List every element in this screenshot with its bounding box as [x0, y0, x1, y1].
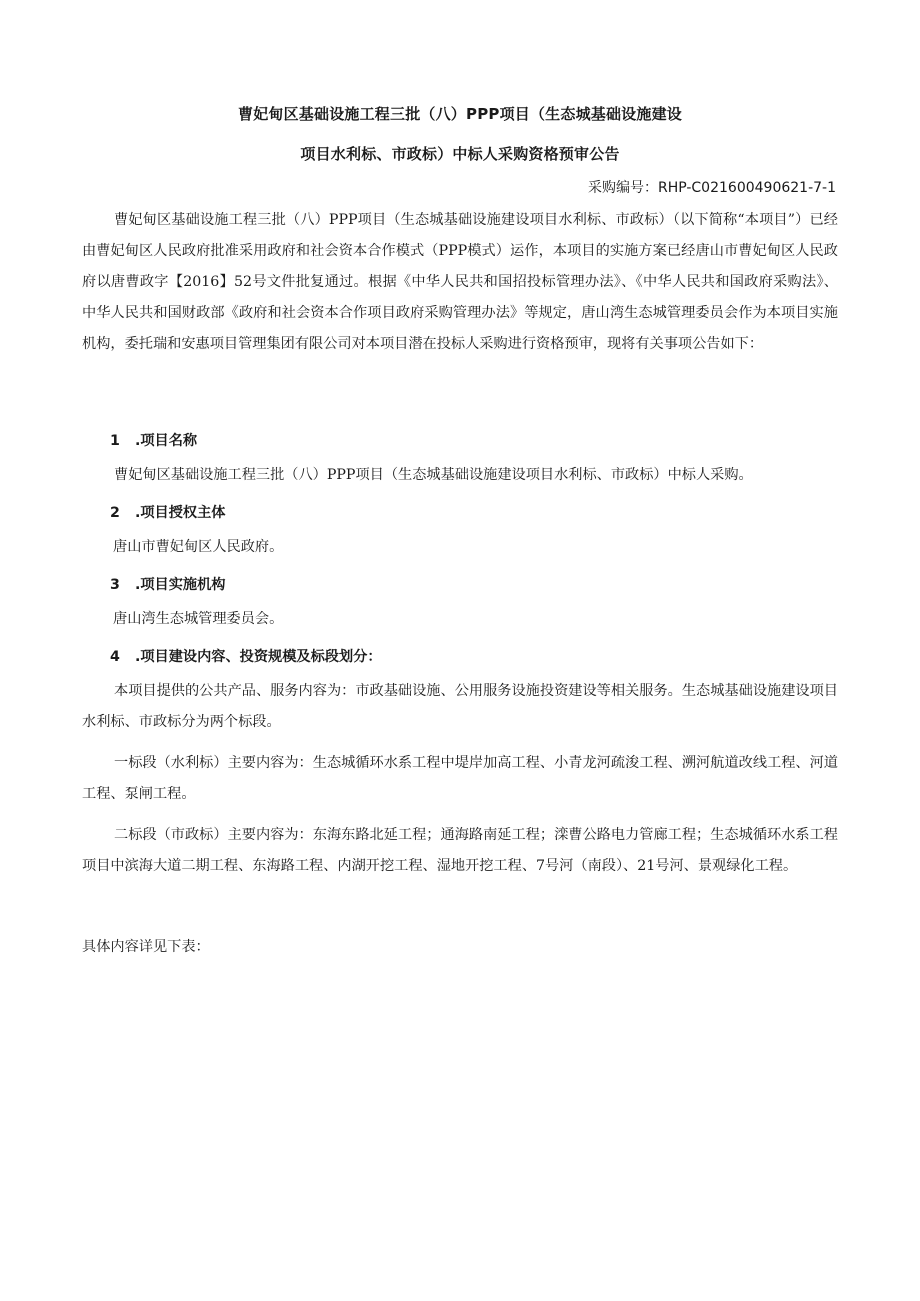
section-2-body: 唐山市曹妃甸区人民政府。 [113, 539, 284, 555]
table-intro: 具体内容详见下表： [82, 939, 210, 955]
document-title-line-1: 曹妃甸区基础设施工程三批（八）PPP项目（生态城基础设施建设 [238, 105, 682, 123]
section-3-heading [110, 574, 225, 594]
section-4-body: 本项目提供的公共产品、服务内容为：市政基础设施、公用服务设施投资建设等相关服务。生态城基础设施建设项目水利标、市政标分为两个标段。 [82, 683, 838, 730]
section-title: .项目实施机构 [134, 577, 226, 593]
section-number: 4 [110, 649, 120, 665]
section-2-heading [110, 502, 225, 522]
lot-2-paragraph: 二标段（市政标）主要内容为：东海东路北延工程；通海路南延工程；滦曹公路电力管廊工程；生态城循环水系工程项目中滨海大道二期工程、东海路工程、内湖开挖工程、湿地开挖工程、7号河（南段）、21号河、景观绿化工程。 [82, 827, 838, 874]
section-3-body: 唐山湾生态城管理委员会。 [113, 611, 284, 627]
section-title: .项目建设内容、投资规模及标段划分： [134, 649, 382, 665]
procurement-code: 采购编号：RHP-C021600490621-7-1 [587, 180, 836, 196]
section-1-body: 曹妃甸区基础设施工程三批（八）PPP项目（生态城基础设施建设项目水利标、市政标）中标人采购。 [114, 467, 753, 483]
section-title: .项目授权主体 [134, 505, 226, 521]
section-number: 1 [110, 433, 120, 449]
section-4-heading [110, 646, 382, 666]
section-title: .项目名称 [134, 433, 198, 449]
lot-1-paragraph: 一标段（水利标）主要内容为：生态城循环水系工程中堤岸加高工程、小青龙河疏浚工程、溯河航道改线工程、河道工程、泵闸工程。 [82, 755, 838, 802]
document-title-line-2: 项目水利标、市政标）中标人采购资格预审公告 [300, 145, 620, 163]
section-number: 2 [110, 505, 120, 521]
intro-paragraph: 曹妃甸区基础设施工程三批（八）PPP项目（生态城基础设施建设项目水利标、市政标）（以下简称“本项目”）已经由曹妃甸区人民政府批准采用政府和社会资本合作模式（PPP模式）运作，本项目的实施方案已经唐山市曹妃甸区人民政府以唐曹政字【2016】52号文件批复通过。根据《中华人民共和国招投标管理办法》、《中华人民共和国政府采购法》、中华人民共和国财政部《政府和社会资本合作项目政府采购管理办法》等规定，唐山湾生态城管理委员会作为本项目实施机构，委托瑞和安惠项目管理集团有限公司对本项目潜在投标人采购进行资格预审，现将有关事项公告如下： [82, 212, 838, 352]
section-number: 3 [110, 577, 120, 593]
section-1-heading [110, 430, 197, 450]
